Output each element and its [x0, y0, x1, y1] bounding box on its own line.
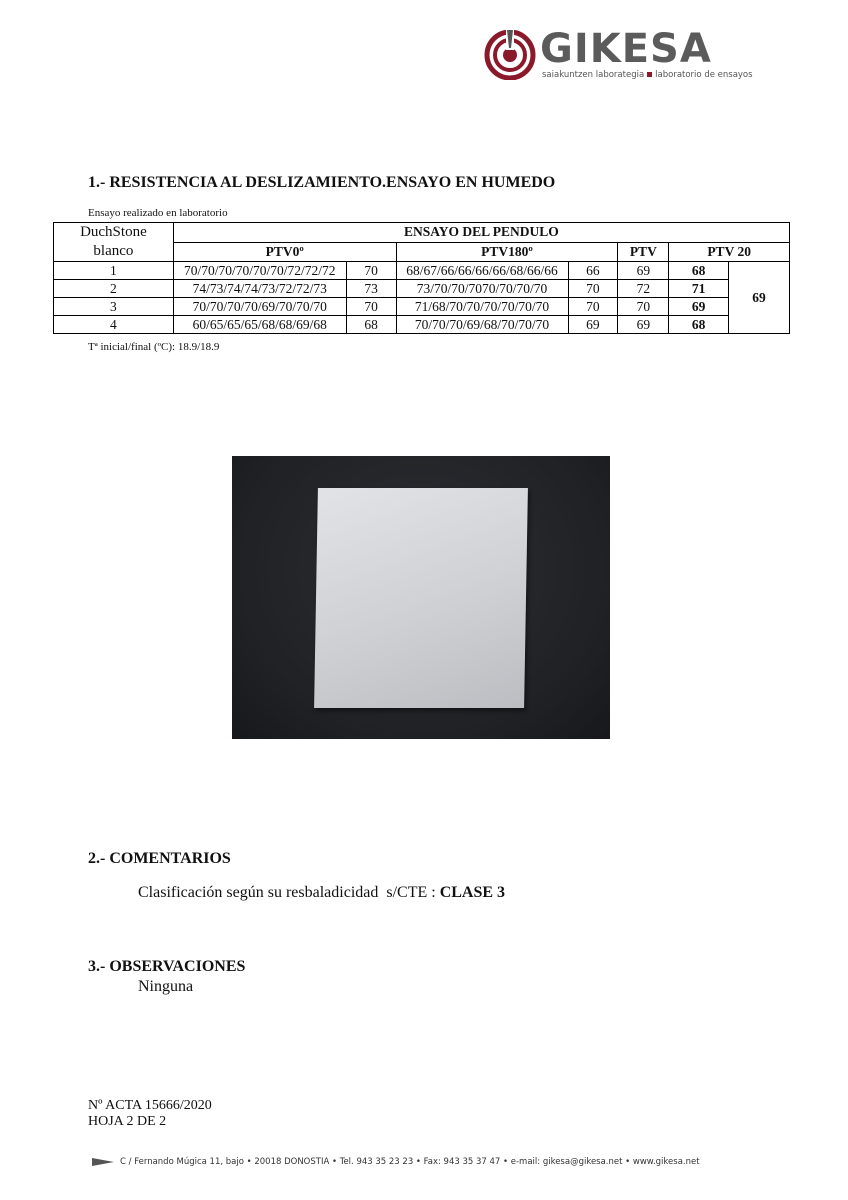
ptv0-series: 70/70/70/70/69/70/70/70 — [173, 298, 346, 316]
footer-address-text: C / Fernando Múgica 11, bajo • 20018 DONOSTIA • Tel. 943 35 23 23 • Fax: 943 35 37 47 • e-mail: gikesa@gikesa.net • www.gikesa.net — [120, 1157, 700, 1167]
ptv0-value: 70 — [346, 298, 396, 316]
ptv180-value: 70 — [568, 298, 618, 316]
table-row — [54, 262, 790, 280]
subtitle-right: laboratorio de ensayos — [655, 70, 753, 80]
tile-sample — [314, 488, 528, 708]
ptv180-value: 70 — [568, 280, 618, 298]
arrow-icon — [92, 1158, 114, 1166]
material-line1: DuchStone — [80, 224, 147, 240]
ptv180-value: 69 — [568, 316, 618, 334]
brand-subtitle — [542, 70, 753, 80]
classification-class: CLASE 3 — [439, 884, 506, 901]
observations-text: Ninguna — [138, 978, 194, 995]
ptv180-series: 70/70/70/69/68/70/70/70 — [396, 316, 568, 334]
table-row — [54, 298, 790, 316]
section2-title: 2.- COMENTARIOS — [88, 850, 231, 867]
ptv20-value: 71 — [669, 280, 729, 298]
row-number: 2 — [54, 280, 174, 298]
col-ptv180: PTV180º — [396, 242, 618, 262]
row-number: 4 — [54, 316, 174, 334]
ptv0-value: 73 — [346, 280, 396, 298]
ptv0-value: 68 — [346, 316, 396, 334]
ptv20-final: 69 — [729, 262, 790, 334]
test-note: Ensayo realizado en laboratorio — [88, 207, 228, 219]
page-count: HOJA 2 DE 2 — [88, 1114, 167, 1129]
ptv0-series: 60/65/65/65/68/68/69/68 — [173, 316, 346, 334]
sample-photo — [232, 456, 610, 739]
group-header: ENSAYO DEL PENDULO — [173, 223, 789, 243]
col-ptv: PTV — [618, 242, 669, 262]
section3-title: 3.- OBSERVACIONES — [88, 958, 246, 975]
row-number: 1 — [54, 262, 174, 280]
gikesa-target-icon — [484, 28, 536, 80]
material-line2: blanco — [93, 243, 134, 259]
acta-number: Nº ACTA 15666/2020 — [88, 1098, 212, 1113]
classification-prefix: Clasificación según su resbaladicidad s/CTE : — [138, 884, 440, 901]
ptv20-value: 68 — [669, 316, 729, 334]
ptv0-value: 70 — [346, 262, 396, 280]
ptv-value: 69 — [618, 316, 669, 334]
pendulum-results-table — [53, 222, 790, 334]
material-cell — [54, 223, 174, 262]
footer-address — [92, 1157, 700, 1167]
ptv-value: 72 — [618, 280, 669, 298]
table-header-row — [54, 223, 790, 243]
ptv180-series: 71/68/70/70/70/70/70/70 — [396, 298, 568, 316]
subtitle-left: saiakuntzen laborategia — [542, 70, 645, 80]
table-row — [54, 316, 790, 334]
row-number: 3 — [54, 298, 174, 316]
classification-text — [138, 884, 505, 902]
ptv20-value: 68 — [669, 262, 729, 280]
table-row — [54, 280, 790, 298]
ptv180-value: 66 — [568, 262, 618, 280]
ptv-value: 70 — [618, 298, 669, 316]
ptv180-series: 73/70/70/7070/70/70/70 — [396, 280, 568, 298]
ptv-value: 69 — [618, 262, 669, 280]
ptv180-series: 68/67/66/66/66/66/68/66/66 — [396, 262, 568, 280]
section1-title: 1.- RESISTENCIA AL DESLIZAMIENTO.ENSAYO EN HUMEDO — [88, 174, 556, 191]
temperature-note: Tª inicial/final (ºC): 18.9/18.9 — [88, 341, 220, 353]
brand-name: GIKESA — [540, 26, 712, 72]
ptv0-series: 70/70/70/70/70/70/72/72/72 — [173, 262, 346, 280]
col-ptv20: PTV 20 — [669, 242, 790, 262]
ptv0-series: 74/73/74/74/73/72/72/73 — [173, 280, 346, 298]
col-ptv0: PTV0º — [173, 242, 396, 262]
separator-square-icon — [647, 72, 652, 77]
gikesa-logo — [484, 26, 753, 86]
ptv20-value: 69 — [669, 298, 729, 316]
